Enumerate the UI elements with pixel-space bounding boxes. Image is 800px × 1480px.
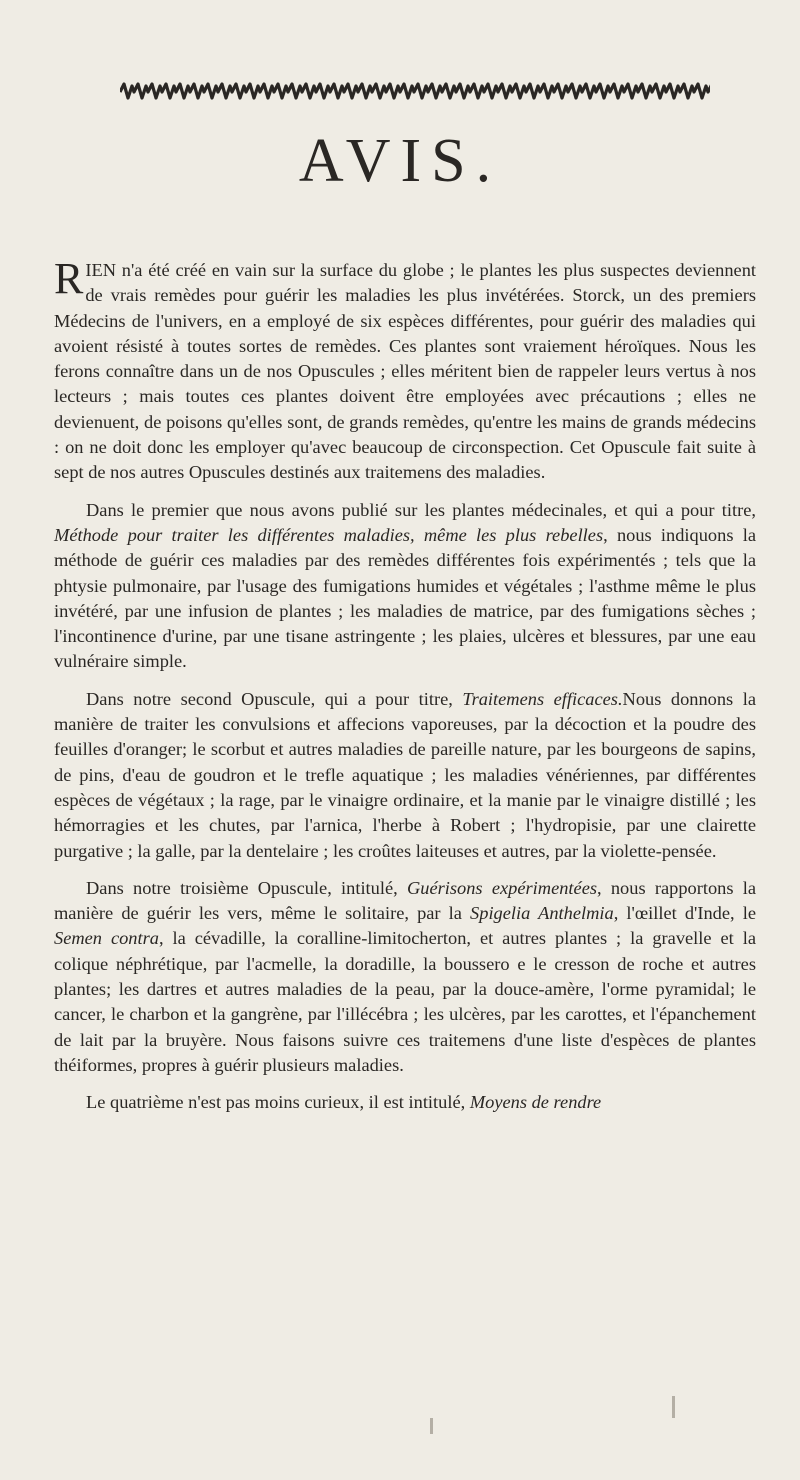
paper-mark: [672, 1396, 675, 1418]
paragraph-2: Dans le premier que nous avons publié sur les plantes médecinales, et qui a pour titre, Méthode pour traiter les différentes maladies, même les plus rebelles, nous indiquons la méthode de guérir ces maladies par des remèdes différentes fois expérimentés ; tels que la phtysie pulmonaire, par l'usage des fumigations humides et végétales ; l'asthme même le plus invétéré, par une infusion de plantes ; les maladies de matrice, par des fumigations sèches ; l'incontinence d'urine, par une tisane astringente ; les plaies, ulcères et blessures, par une eau vulnéraire simple.: [54, 499, 756, 672]
paragraph-1: RIEN n'a été créé en vain sur la surface du globe ; le plantes les plus suspectes deviennent de vrais remèdes pour guérir les maladies les plus invétérées. Storck, un des premiers Médecins de l'univers, en a employé de six espèces différentes, pour guérir des maladies qui avoient résisté à toutes sortes de remèdes. Ces plantes sont vraiement héroïques. Nous les ferons connaître dans un de nos Opuscules ; elles méritent bien de rappeler leurs vertus à nos lecteurs ; mais toutes ces plantes doivent être employées avec précautions ; elles ne devienuent, de poisons qu'elles sont, de grands remèdes, qu'entre les mains de grands médecins : on ne doit donc les employer qu'avec beaucoup de circonspection. Cet Opuscule fait suite à sept de nos autres Opuscules destinés aux traitemens des maladies.: [54, 254, 756, 483]
ornamental-border-icon: [120, 72, 710, 108]
notice-body: [54, 254, 757, 1128]
paragraph-3: Dans notre second Opuscule, qui a pour titre, Traitemens efficaces.Nous donnons la manière de traiter les convulsions et affecions vaporeuses, par la décoction et la poudre des feuilles d'oranger; le scorbut et autres maladies de pareille nature, par les bourgeons de sapins, de pins, d'eau de goudron et le trefle aquatique ; les maladies vénériennes, par différentes espèces de végétaux ; la rage, par le vinaigre ordinaire, et la manie par le vinaigre distillé ; les hémorragies et les chutes, par l'arnica, l'herbe à Robert ; l'hydropisie, par une clairette purgative ; la galle, par la dentelaire ; les croûtes laiteuses et autres, par la violette-pensée.: [54, 688, 756, 861]
paragraph-5: Le quatrième n'est pas moins curieux, il est intitulé, Moyens de rendre: [86, 1092, 602, 1113]
paper-mark: [430, 1418, 433, 1434]
drop-cap: R: [54, 254, 84, 303]
page-title: AVIS.: [298, 127, 502, 195]
paragraph-4: Dans notre troisième Opuscule, intitulé, Guérisons expérimentées, nous rapportons la manière de guérir les vers, même le solitaire, par la Spigelia Anthelmia, l'œillet d'Inde, le Semen contra, la cévadille, la coralline-limitocherton, et autres plantes ; la gravelle et la colique néphrétique, par l'acmelle, la doradille, la boussero e le cresson de roche et autres plantes; les dartres et autres maladies de la peau, par la douce-amère, l'orme pyramidal; le cancer, le charbon et la gangrène, par l'illécébra ; les ulcères, par les carottes, et l'épanchement de lait par la bruyère. Nous faisons suivre ces traitemens d'une liste d'espèces de plantes théiformes, propres à guérir plusieurs maladies.: [54, 877, 757, 1075]
